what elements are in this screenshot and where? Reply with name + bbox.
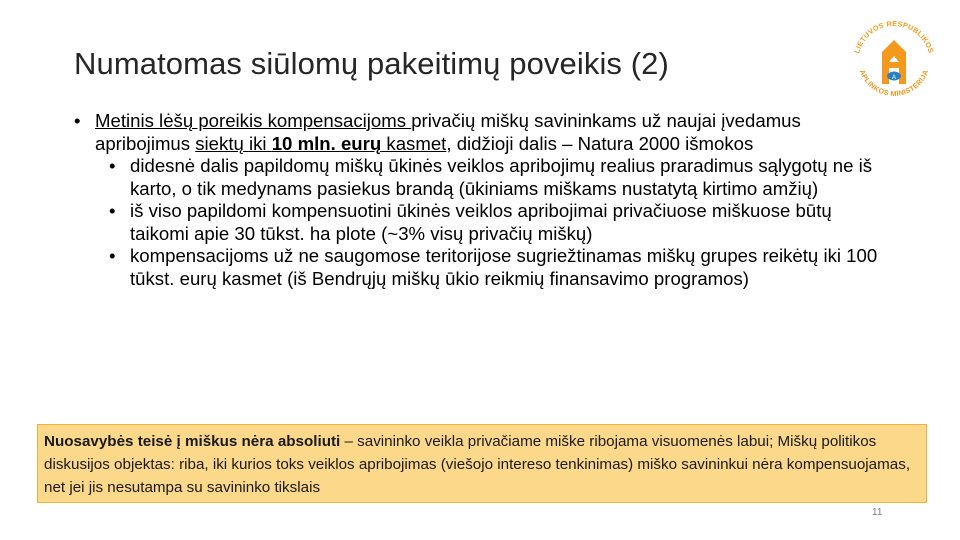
slide-body — [74, 110, 894, 290]
svg-text:APLINKOS MINISTERIJA: APLINKOS MINISTERIJA — [857, 68, 931, 99]
bullet-icon: • — [109, 200, 116, 221]
logo-letter: A — [891, 75, 897, 81]
ministry-logo — [846, 10, 942, 106]
note-bold-lead: Nuosavybės teisė į miškus nėra absoliuti — [44, 433, 341, 450]
bullet-icon: • — [109, 155, 116, 176]
note-text: – savininko veikla privačiame miške ribojama visuomenės labui; Miškų politikos diskusijos objektas: riba, iki kurios toks veiklos apribojimas (viešojo intereso tenkinimas) miško savininkui nėra kompensuojamas, net jei jis nesutampa su savininko tikslais — [44, 433, 911, 496]
sub-bullet: • kompensacijoms už ne saugomose teritorijose sugriežtinamas miškų grupes reikėtų iki 100 tūkst. eurų kasmet (iš Bendrųjų miškų ūkio reikmių finansavimo programos) — [109, 245, 878, 289]
bullet-icon: • — [74, 110, 81, 131]
highlight-note-box — [37, 424, 927, 503]
page-number: 11 — [872, 507, 883, 518]
sub-bullet: • didesnė dalis papildomų miškų ūkinės veiklos apribojimų realius praradimus sąlygotų ne iš karto, o tik medynams pasiekus brandą (ūkiniams miškams nustatytą kirtimo amžių) — [109, 155, 873, 199]
svg-text:LIETUVOS RESPUBLIKOS: LIETUVOS RESPUBLIKOS — [852, 18, 936, 55]
slide-title: Numatomas siūlomų pakeitimų poveikis (2) — [74, 46, 669, 81]
sub-bullet: • iš viso papildomi kompensuotini ūkinės veiklos apribojimai privačiuose miškuose būtų taikomi apie 30 tūkst. ha plote (~3% visų privačių miškų) — [109, 200, 832, 244]
bullet-icon: • — [109, 245, 116, 266]
main-bullet: • Metinis lėšų poreikis kompensacijoms privačių miškų savininkams už naujai įvedamus apribojimus siektų iki 10 mln. eurų kasmet, didžioji dalis – Natura 2000 išmokos — [74, 110, 801, 154]
